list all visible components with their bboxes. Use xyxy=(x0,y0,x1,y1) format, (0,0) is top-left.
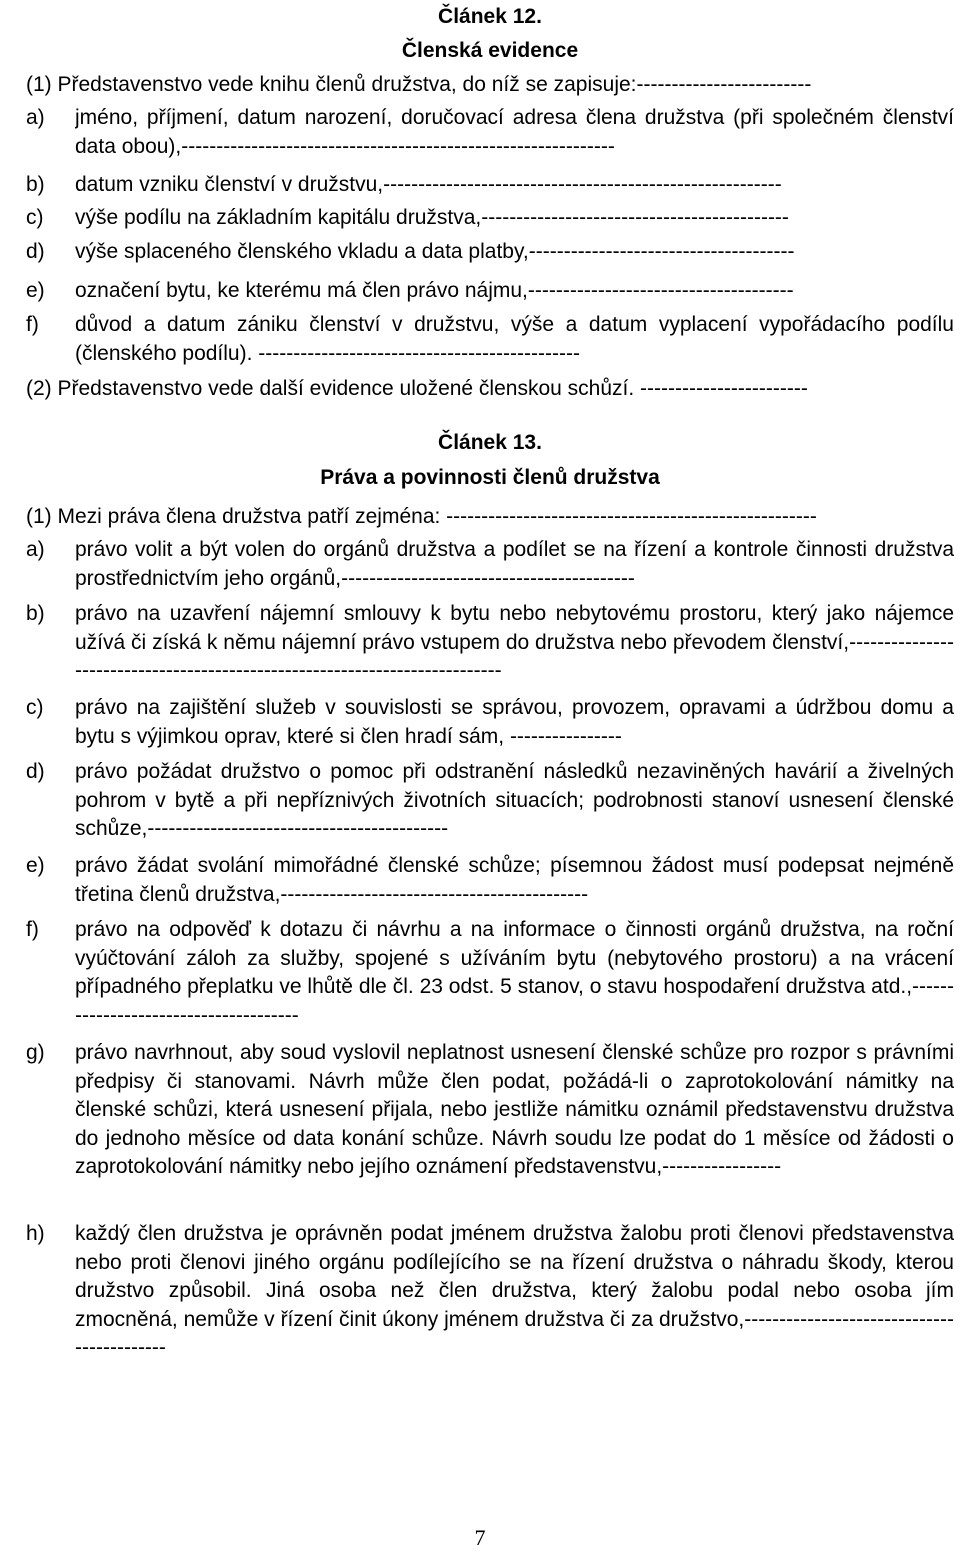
article-12-subheading: Členská evidence xyxy=(401,39,579,62)
item-label: c) xyxy=(26,696,44,719)
article-12-item-f xyxy=(26,311,954,368)
article-12-item-b xyxy=(26,171,954,200)
article-12-item-a xyxy=(26,104,954,161)
item-text: právo volit a být volen do orgánů družstva a podílet se na řízení a kontrole činnosti družstva prostřednictvím jeho orgánů,------------------------------------------ xyxy=(75,538,954,590)
article-13-item-a xyxy=(26,536,954,593)
article-13-item-f xyxy=(26,916,954,1030)
item-label: a) xyxy=(26,538,45,561)
item-text: právo na zajištění služeb v souvislosti se správou, provozem, opravami a údržbou domu a bytu s výjimkou oprav, které si člen hradí sám, ---------------- xyxy=(75,696,954,748)
item-text: každý člen družstva je oprávněn podat jménem družstva žalobu proti členovi představenstva nebo proti členovi jiného orgánu podílejícího se na řízení družstva o náhradu škody, kterou družstvo způsobil. Jiná osoba než člen družstva, který žalobu podal nebo osoba jím zmocněná, nemůže v řízení činit úkony jménem družstva či za družstvo,------------------------------------------- xyxy=(75,1222,954,1360)
item-text: právo požádat družstvo o pomoc při odstranění následků nezaviněných havárií a živelných pohrom v bytě a při nepříznivých životních situacích; podrobnosti stanoví usnesení členské schůze,------------------------------------------- xyxy=(75,760,954,841)
item-text: právo navrhnout, aby soud vyslovil neplatnost usnesení členské schůze pro rozpor s právními předpisy či stanovami. Návrh může člen podat, požádá-li o zaprotokolování námitky na členské schůzi, která usnesení přijala, nebo jestliže námitku oznámil představenstvu družstva do jednoho měsíce od data konání schůze. Návrh soudu lze podat do 1 měsíce od žádosti o zaprotokolování námitky nebo jejího oznámení představenstvu,----------------- xyxy=(75,1041,954,1179)
page-number: 7 xyxy=(474,1525,486,1550)
item-text: výše podílu na základním kapitálu družstva,-------------------------------------------- xyxy=(75,206,789,229)
article-13-item-g xyxy=(26,1039,954,1182)
article-12-heading: Článek 12. xyxy=(438,5,542,28)
item-label: h) xyxy=(26,1222,45,1245)
item-text: důvod a datum zániku členství v družstvu, výše a datum vyplacení vypořádacího podílu (členského podílu). ---------------------------------------------- xyxy=(75,313,954,365)
item-label: f) xyxy=(26,313,39,336)
article-13-item-b xyxy=(26,600,954,686)
item-label: g) xyxy=(26,1041,45,1064)
article-12-item-e xyxy=(26,277,954,306)
article-13-item-c xyxy=(26,694,954,751)
item-label: d) xyxy=(26,760,45,783)
item-label: c) xyxy=(26,206,44,229)
article-13-intro: (1) Mezi práva člena družstva patří zejména: ----------------------------------------------------- xyxy=(26,505,817,528)
item-text: datum vzniku členství v družstvu,--------------------------------------------------------- xyxy=(75,173,782,196)
item-label: b) xyxy=(26,173,45,196)
item-text: označení bytu, ke kterému má člen právo nájmu,-------------------------------------- xyxy=(75,279,794,302)
item-label: e) xyxy=(26,279,45,302)
article-12-item-d xyxy=(26,238,954,267)
item-text: právo na uzavření nájemní smlouvy k bytu nebo nebytovému prostoru, který jako nájemce užívá či získá k němu nájemní právo vstupem do družstva nebo převodem členství,---------------------------------------------------------------------------- xyxy=(75,602,954,683)
article-13-subheading: Práva a povinnosti členů družstva xyxy=(320,466,660,489)
item-text: jméno, příjmení, datum narození, doručovací adresa člena družstva (při společném členství data obou),-------------------------------------------------------------- xyxy=(75,106,954,158)
item-text: právo na odpověď k dotazu či návrhu a na informace o činnosti orgánů družstva, na roční vyúčtování záloh za služby, spojené s užíváním bytu (nebytového prostoru) a na vrácení případného přeplatku ve lhůtě dle čl. 23 odst. 5 stanov, o stavu hospodaření družstva atd.,-------------------------------------- xyxy=(75,918,954,1027)
item-label: e) xyxy=(26,854,45,877)
item-label: f) xyxy=(26,918,39,941)
item-label: a) xyxy=(26,106,45,129)
article-13-heading: Článek 13. xyxy=(438,431,542,454)
item-text: právo žádat svolání mimořádné členské schůze; písemnou žádost musí podepsat nejméně třetina členů družstva,-------------------------------------------- xyxy=(75,854,954,906)
article-12-item-c xyxy=(26,204,954,233)
item-text: výše splaceného členského vkladu a data platby,-------------------------------------- xyxy=(75,240,795,263)
article-13-item-d xyxy=(26,758,954,844)
article-13-item-h xyxy=(26,1220,954,1363)
article-12-paragraph-2: (2) Představenstvo vede další evidence uložené členskou schůzí. ------------------------ xyxy=(26,377,808,400)
item-label: d) xyxy=(26,240,45,263)
item-label: b) xyxy=(26,602,45,625)
article-12-intro: (1) Představenstvo vede knihu členů družstva, do níž se zapisuje:------------------------- xyxy=(26,73,812,96)
article-13-item-e xyxy=(26,852,954,909)
